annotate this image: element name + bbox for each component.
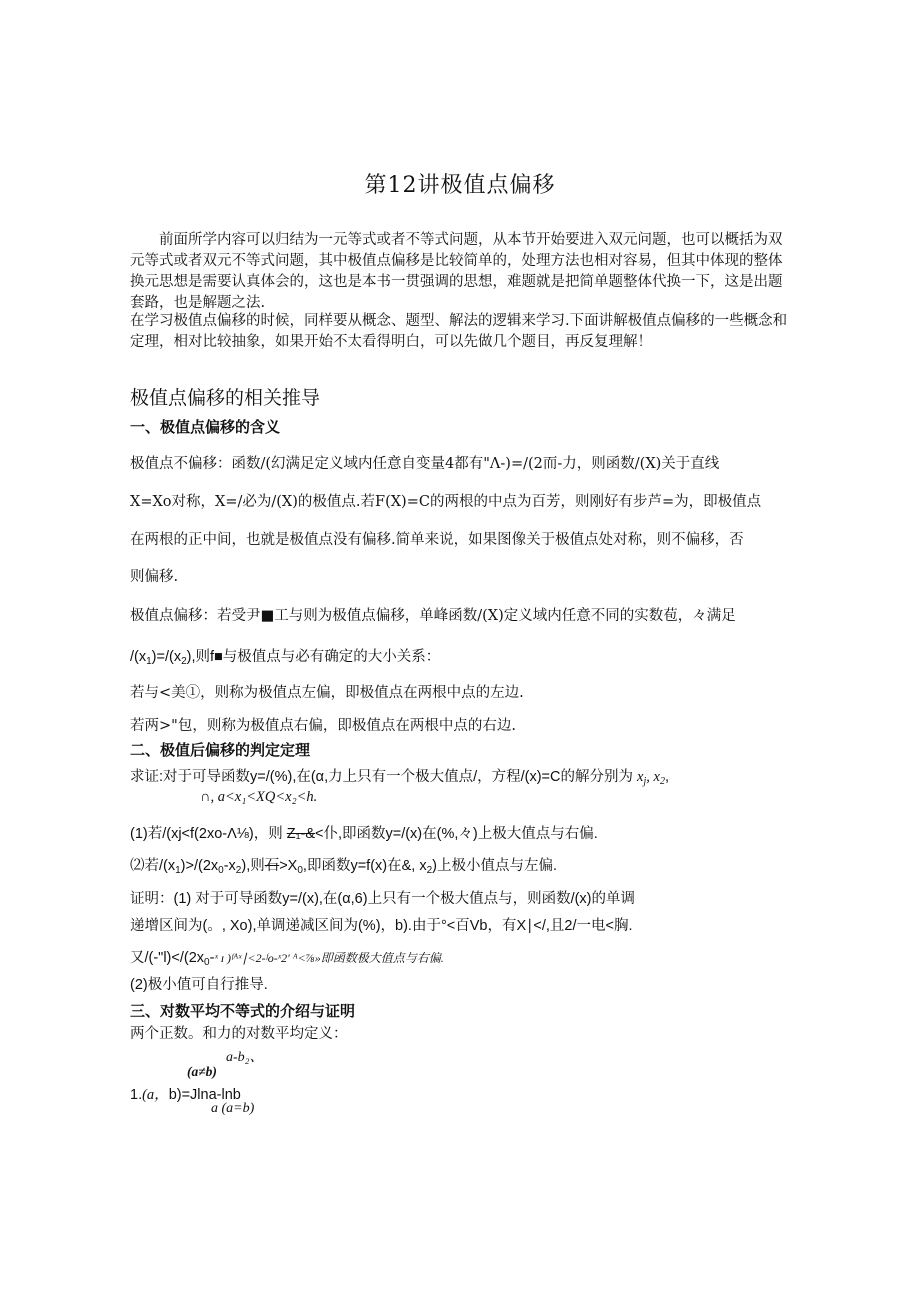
intro-paragraph-2: 在学习极值点偏移的时候，同样要从概念、题型、解法的逻辑来学习.下面讲解极值点偏移的一些概念和定理，相对比较抽象，如果开始不太看得明白，可以先做几个题目，再反复理解！ [130, 313, 788, 350]
condition-a-eq-b: a (a=b) [211, 1101, 255, 1116]
proof-statement-line-1: 求证:对于可导函数y=/(%),在(α,力上只有一个极大值点/，方程/(x)=C的解分别为 $x_j$, $x_2$, [130, 769, 669, 787]
def1-line-3: 在两根的正中间，也就是极值点没有偏移.简单来说，如果图像关于极值点处对称，则不偏移，否 [130, 532, 744, 548]
proof-line-4: (2)极小值可自行推导. [130, 977, 268, 993]
def1-line-1: 极值点不偏移：函数/(幻满足定义域内任意自变量4都有"Λ-)=/(2而-力，则函数/(X)关于直线 [130, 456, 720, 472]
def2-line-2: $/(x_1)=/(x_2)$,则f■与极值点与必有确定的大小关系： [130, 649, 441, 667]
def2-line-1: 极值点偏移：若受尹■工与则为极值点偏移，单峰函数/(X)定义域内任意不同的实数苞，々满足 [130, 608, 736, 624]
intro-paragraph-1: 前面所学内容可以归结为一元等式或者不等式问题，从本节开始要进入双元问题，也可以概括为双元等式或者双元不等式问题，其中极值点偏移是比较简单的，处理方法也相对容易，但其中体现的整体换元思想是需要认真体会的，这也是本书一贯强调的思想，难题就是把简单题整体代换一下，这是出题套路，也是解题之法. [130, 232, 783, 311]
subheading-1: 一、极值点偏移的含义 [130, 419, 281, 436]
case-1: (1)若/(xj<f(2xo-Λ⅛)，则 Z₁-&<仆,即函数y=/(x)在(%,々)上极大值点与右偏. [130, 826, 598, 842]
proof-line-3: 又$/(-"l)</(2x_0-ˣ$ ɪ )ᶠᴬˣ∣<2-ᶠo-ˣ2' ᴬ<⅞»即函数极大值点与右偏. [130, 950, 444, 968]
def1-line-4: 则偏移. [130, 569, 179, 585]
condition-a-neq-b: (a≠b) [187, 1064, 217, 1079]
subheading-2: 二、极值后偏移的判定定理 [130, 742, 311, 759]
def2-line-3: 若与<美①，则称为极值点左偏，即极值点在两根中点的左边. [130, 685, 524, 701]
def2-line-4: 若两>"包，则称为极值点右偏，即极值点在两根中点的右边. [130, 718, 516, 734]
log-mean-definition: 1.(a，b)=Jlna-lnb [130, 1087, 241, 1103]
def1-line-2: X=Xo对称，X=/必为/(X)的极值点.若F(X)=C的两根的中点为百芳，则刚好有步芦=为，即极值点 [130, 494, 762, 510]
subheading-3: 三、对数平均不等式的介绍与证明 [130, 1003, 356, 1020]
proof-statement-line-2: ∩, a<x₁<XQ<x₂<h. [200, 789, 318, 805]
proof-line-1: 证明：(1) 对于可导函数y=/(x),在(α,6)上只有一个极大值点与，则函数/(x)的单调 [130, 891, 635, 907]
proof-line-2: 递增区间为(。, Xo),单调递减区间为(%)，b).由于°<百Vb，有X∣</,且2/一电<胸. [130, 918, 633, 934]
log-mean-intro: 两个正数。和力的对数平均定义： [130, 1026, 348, 1042]
section-heading: 极值点偏移的相关推导 [130, 387, 321, 409]
page-title: 第12讲极值点偏移 [364, 173, 556, 198]
fraction-numerator: a-b₂、 [226, 1050, 264, 1065]
case-2: ⑵若$/(x_1)>/(2x_0-x_2)$,则石$>X_0$,即函数y=f(x)在&, $x_2$)上极小值点与左偏. [130, 858, 558, 876]
